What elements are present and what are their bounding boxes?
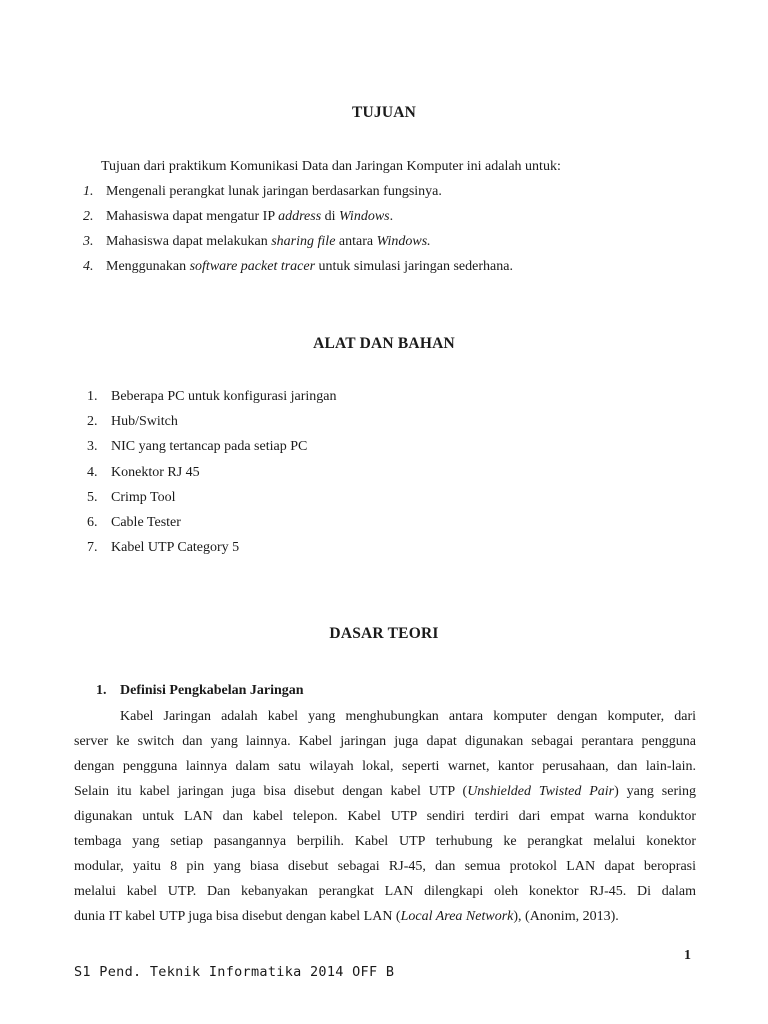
tujuan-item-number: 4.: [83, 259, 94, 274]
page-footer: S1 Pend. Teknik Informatika 2014 OFF B: [74, 964, 395, 980]
alat-item: Crimp Tool: [111, 490, 176, 505]
tujuan-item: Mahasiswa dapat mengatur IP address di Windows.: [106, 209, 394, 224]
alat-item-number: 4.: [87, 465, 98, 480]
heading-dasar-teori: DASAR TEORI: [329, 625, 439, 642]
alat-item: Beberapa PC untuk konfigurasi jaringan: [111, 389, 337, 404]
teori-paragraph-line: dunia IT kabel UTP juga bisa disebut dengan kabel LAN (Local Area Network), (Anonim, 2013).: [74, 909, 619, 924]
alat-item-number: 7.: [87, 540, 98, 555]
teori-paragraph-line: dengan pengguna lainnya dalam satu wilayah lokal, seperti warnet, kantor perusahaan, dan lain-lain.: [74, 759, 696, 774]
teori-paragraph-line: melalui kabel UTP. Dan kebanyakan perangkat LAN dilengkapi oleh konektor RJ-45. Di dalam: [74, 884, 696, 899]
alat-item-number: 5.: [87, 490, 98, 505]
tujuan-intro: Tujuan dari praktikum Komunikasi Data dan Jaringan Komputer ini adalah untuk:: [101, 159, 561, 174]
teori-subheading-number: 1.: [96, 683, 107, 698]
tujuan-item: Mahasiswa dapat melakukan sharing file antara Windows.: [106, 234, 431, 249]
alat-item: Cable Tester: [111, 515, 181, 530]
page-number: 1: [684, 948, 691, 963]
alat-item-number: 6.: [87, 515, 98, 530]
alat-item: Kabel UTP Category 5: [111, 540, 240, 555]
tujuan-item-number: 2.: [83, 209, 94, 224]
teori-paragraph-line: modular, yaitu 8 pin yang biasa disebut sebagai RJ-45, dan semua protokol LAN dapat beroprasi: [74, 859, 696, 874]
alat-item-number: 3.: [87, 439, 98, 454]
tujuan-item-number: 1.: [83, 184, 94, 199]
teori-subheading: Definisi Pengkabelan Jaringan: [120, 683, 304, 698]
heading-tujuan: TUJUAN: [351, 104, 417, 121]
teori-paragraph-line: server ke switch dan yang lainnya. Kabel jaringan juga dapat digunakan sebagai perantara pengguna: [74, 734, 696, 749]
teori-paragraph-line: Selain itu kabel jaringan juga bisa disebut dengan kabel UTP (Unshielded Twisted Pair) yang sering: [74, 784, 696, 799]
tujuan-item-number: 3.: [83, 234, 94, 249]
teori-paragraph-line: tembaga yang setiap pasangannya berpilih. Kabel UTP terhubung ke perangkat melalui konektor: [74, 834, 696, 849]
teori-paragraph-line: digunakan untuk LAN dan kabel telepon. Kabel UTP sendiri terdiri dari empat warna konduktor: [74, 809, 696, 824]
alat-item: Konektor RJ 45: [111, 465, 200, 480]
tujuan-item: Mengenali perangkat lunak jaringan berdasarkan fungsinya.: [106, 184, 442, 199]
alat-item: Hub/Switch: [111, 414, 178, 429]
tujuan-item: Menggunakan software packet tracer untuk simulasi jaringan sederhana.: [106, 259, 513, 274]
alat-item-number: 2.: [87, 414, 98, 429]
alat-item: NIC yang tertancap pada setiap PC: [111, 439, 308, 454]
heading-alat-dan-bahan: ALAT DAN BAHAN: [313, 335, 455, 352]
alat-item-number: 1.: [87, 389, 98, 404]
teori-paragraph-line: Kabel Jaringan adalah kabel yang menghubungkan antara komputer dengan komputer, dari: [120, 709, 696, 724]
